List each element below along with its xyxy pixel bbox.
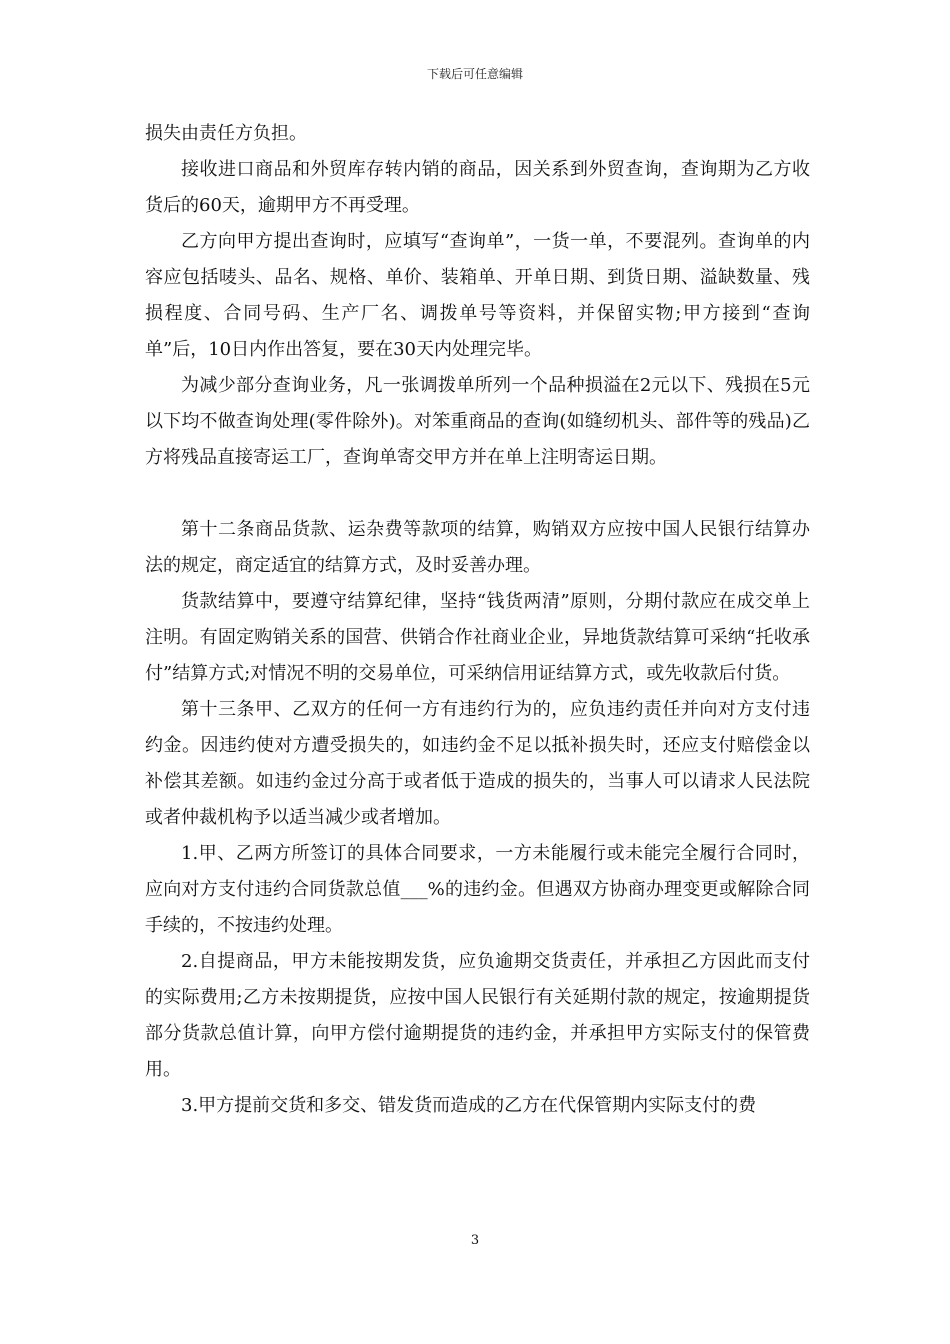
paragraph-continuation: 损失由责任方负担。 xyxy=(145,123,307,144)
paragraph-item-3: 3.甲方提前交货和多交、错发货而造成的乙方在代保管期内实际支付的费 xyxy=(181,1095,757,1116)
paragraph-query-form: 乙方向甲方提出查询时，应填写“查询单”，一货一单，不要混列。查询单的内容应包括唛头、品名、规格、单价、装箱单、开单日期、到货日期、溢缺数量、残损程度、合同号码、生产厂名、调拨单号等资料，并保留实物;甲方接到“查询单”后，10日内作出答复，要在30天内处理完毕。 xyxy=(145,231,810,360)
paragraph-article-13: 第十三条甲、乙双方的任何一方有违约行为的，应负违约责任并向对方支付违约金。因违约使对方遭受损失的，如违约金不足以抵补损失时，还应支付赔偿金以补偿其差额。如违约金过分高于或者低于造成的损失的，当事人可以请求人民法院或者仲裁机构予以适当减少或者增加。 xyxy=(145,699,810,828)
page-header: 下载后可任意编辑 xyxy=(426,67,523,81)
document-body xyxy=(145,116,810,1124)
paragraph-reduce-queries: 为减少部分查询业务，凡一张调拨单所列一个品种损溢在2元以下、残损在5元以下均不做查询处理(零件除外)。对笨重商品的查询(如缝纫机头、部件等的残品)乙方将残品直接寄运工厂，查询单寄交甲方并在单上注明寄运日期。 xyxy=(145,375,810,468)
paragraph-item-1: 1.甲、乙两方所签订的具体合同要求，一方未能履行或未能完全履行合同时，应向对方支付违约合同货款总值___%的违约金。但遇双方协商办理变更或解除合同手续的，不按违约处理。 xyxy=(145,843,810,936)
paragraph-import-query-period: 接收进口商品和外贸库存转内销的商品，因关系到外贸查询，查询期为乙方收货后的60天，逾期甲方不再受理。 xyxy=(145,159,810,216)
paragraph-gap xyxy=(145,476,810,512)
paragraph-item-2: 2.自提商品，甲方未能按期发货，应负逾期交货责任，并承担乙方因此而支付的实际费用;乙方未按期提货，应按中国人民银行有关延期付款的规定，按逾期提货部分货款总值计算，向甲方偿付逾期提货的违约金，并承担甲方实际支付的保管费用。 xyxy=(145,951,810,1080)
paragraph-payment-settlement: 货款结算中，要遵守结算纪律，坚持“钱货两清”原则，分期付款应在成交单上注明。有固定购销关系的国营、供销合作社商业企业，异地货款结算可采纳“托收承付”结算方式;对情况不明的交易单位，可采纳信用证结算方式，或先收款后付货。 xyxy=(145,591,810,684)
paragraph-article-12: 第十二条商品货款、运杂费等款项的结算，购销双方应按中国人民银行结算办法的规定，商定适宜的结算方式，及时妥善办理。 xyxy=(145,519,810,576)
page-number: 3 xyxy=(470,1233,480,1248)
